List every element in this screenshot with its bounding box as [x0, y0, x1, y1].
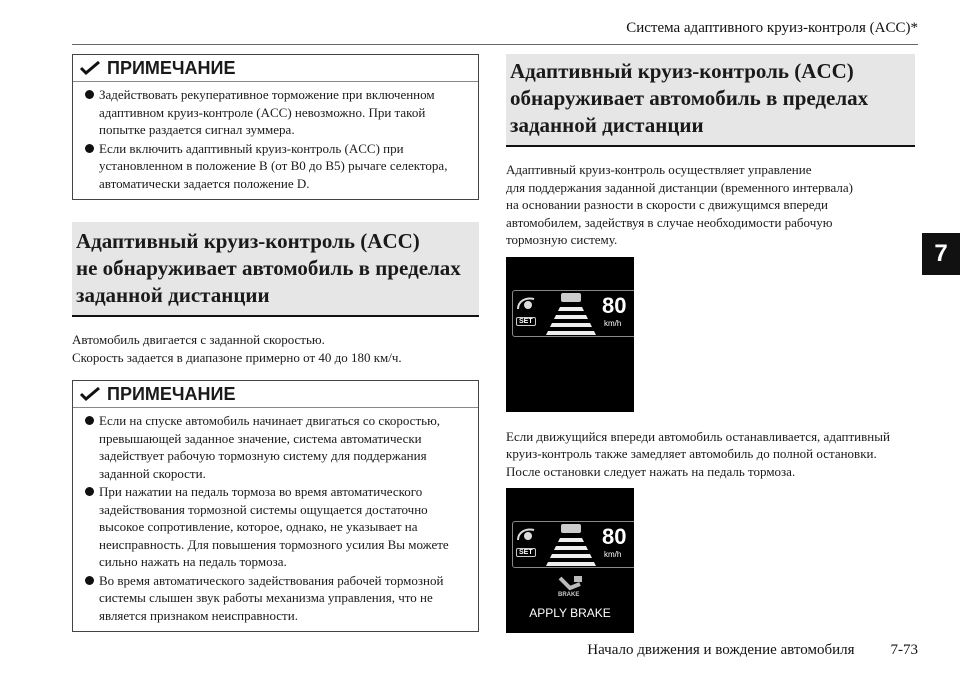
right-column: [506, 54, 915, 633]
note-pencil-icon: [79, 60, 101, 76]
distance-bars-icon: [544, 522, 598, 568]
acc-display-image-2: [506, 488, 634, 633]
paragraph: Автомобиль двигается с заданной скоростью.: [72, 332, 325, 347]
speed-readout: 80: [602, 292, 627, 318]
set-badge: SET: [516, 548, 536, 557]
section-heading-no-vehicle: Адаптивный круиз-контроль (ACC) не обнаруживает автомобиль в пределах заданной дистанции: [72, 222, 479, 317]
speed-unit: km/h: [604, 318, 622, 328]
set-badge: SET: [516, 317, 536, 326]
left-column: [72, 54, 479, 632]
apply-brake-warning: APPLY BRAKE: [529, 606, 611, 620]
chapter-tab: 7: [922, 233, 960, 275]
acc-indicator-icon: [514, 293, 538, 313]
brake-pedal-icon: [556, 574, 584, 592]
running-header: Система адаптивного круиз-контроля (ACC)*: [626, 20, 918, 36]
acc-indicator-icon: [514, 524, 538, 544]
page-footer: Начало движения и вождение автомобиля 7-73: [587, 642, 918, 658]
paragraph: Адаптивный круиз-контроль осуществляет управление для поддержания заданной дистанции (временного интервала) на основании разности в скорости с движущимся впереди автомобилем, задействуя в случае необходимости рабочую тормозную систему.: [506, 162, 853, 247]
acc-display-image-1: [506, 257, 634, 412]
page-number: 7-73: [890, 642, 918, 658]
speed-readout: 80: [602, 524, 627, 549]
note-item: При нажатии на педаль тормоза во время автоматического задействования тормозной системы ощущается достаточно высокое сопротивление, которое, однако, не указывает на неисправность. Для повышения тормозного усилия Вы можете сильно нажать на педаль тормоза.: [83, 483, 470, 571]
note-item: Если на спуске автомобиль начинает двигаться со скоростью, превышающей заданное значение, система автоматически задействует рабочую тормозную систему для поддержания заданной скорости.: [83, 412, 470, 482]
note-item: Задействовать рекуперативное торможение при включенном адаптивном круиз-контроле (ACC) невозможно. При такой попытке раздается сигнал зуммера.: [83, 86, 470, 139]
note-pencil-icon: [79, 386, 101, 402]
header-rule: [72, 44, 918, 45]
brake-label: BRAKE: [558, 592, 580, 598]
distance-bars-icon: [544, 291, 598, 337]
note-item: Если включить адаптивный круиз-контроль (ACC) при установленном в положение B (от B0 до B5) рычаге селектора, автоматически задается положение D.: [83, 140, 470, 193]
note-item: Во время автоматического задействования рабочей тормозной системы слышен звук работы механизма управления, что не является признаком неисправности.: [83, 572, 470, 625]
note-box-2: [72, 380, 479, 632]
speed-unit: km/h: [604, 550, 622, 559]
note-heading: ПРИМЕЧАНИЕ: [73, 381, 478, 408]
note-box-1: [72, 54, 479, 200]
section-heading-vehicle-detected: Адаптивный круиз-контроль (ACC) обнаруживает автомобиль в пределах заданной дистанции: [506, 54, 915, 147]
note-heading: ПРИМЕЧАНИЕ: [73, 55, 478, 82]
paragraph: Если движущийся впереди автомобиль останавливается, адаптивный круиз-контроль также замедляет автомобиль до полной остановки. После остановки следует нажать на педаль тормоза.: [506, 428, 890, 479]
paragraph: Скорость задается в диапазоне примерно от 40 до 180 км/ч.: [72, 349, 402, 365]
